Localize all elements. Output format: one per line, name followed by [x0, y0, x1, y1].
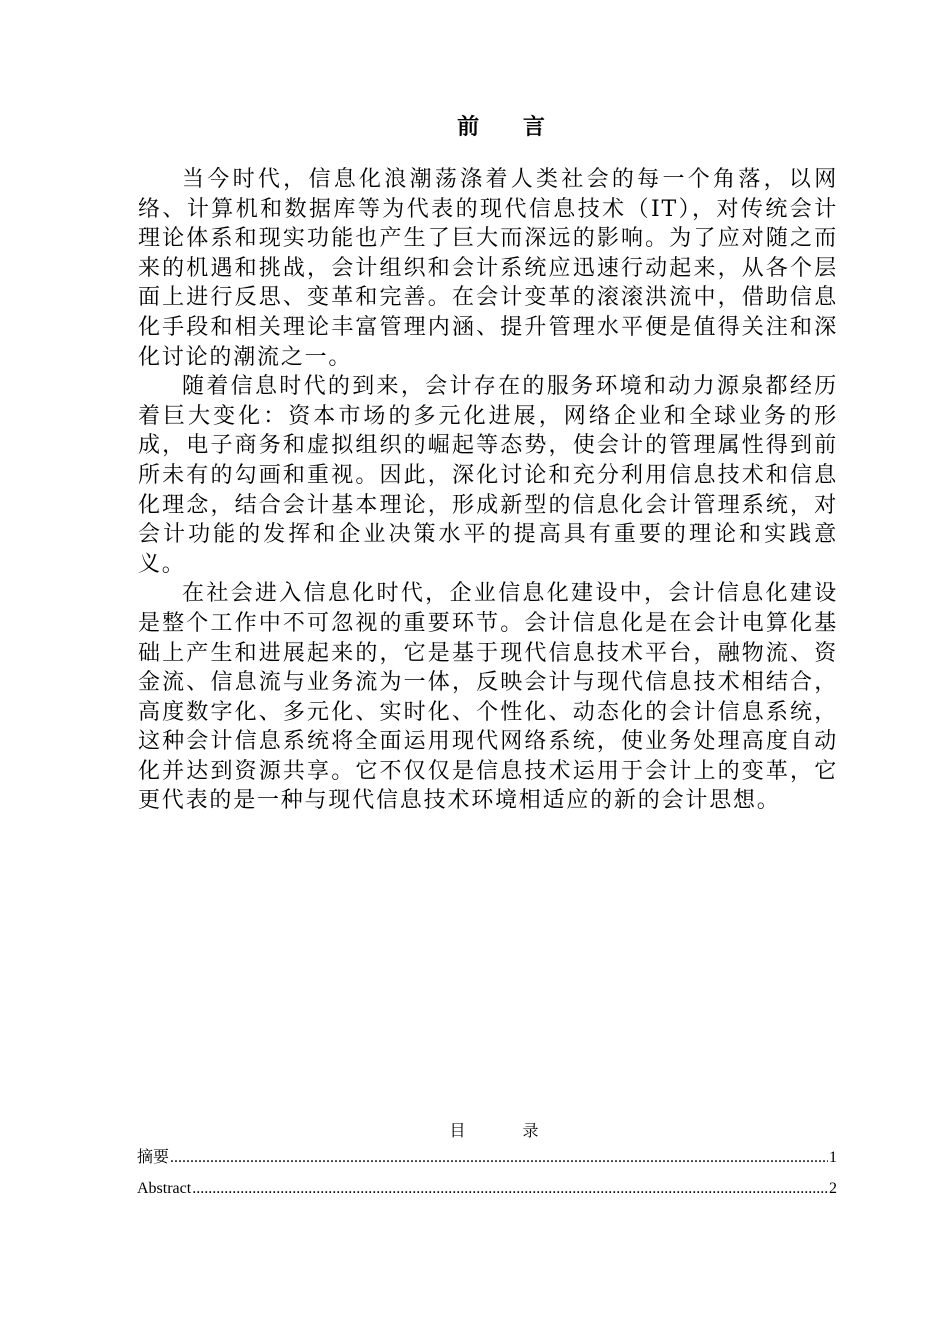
- toc-entry-label: Abstract: [137, 1180, 192, 1197]
- toc-leader-dots: [170, 1146, 828, 1170]
- preface-paragraph-2: 随着信息时代的到来，会计存在的服务环境和动力源泉都经历着巨大变化：资本市场的多元化进展，网络企业和全球业务的形成，电子商务和虚拟组织的崛起等态势，使会计的管理属性得到前所未有的勾画和重视。因此，深化讨论和充分利用信息技术和信息化理念，结合会计基本理论，形成新型的信息化会计管理系统，对会计功能的发挥和企业决策水平的提高具有重要的理论和实践意义。: [138, 374, 838, 577]
- toc-title: 目 录: [449, 1121, 565, 1140]
- preface-title: 前 言: [457, 115, 563, 140]
- table-of-contents: [137, 1146, 837, 1208]
- preface-body: [138, 165, 838, 816]
- preface-paragraph-3: 在社会进入信息化时代，企业信息化建设中，会计信息化建设是整个工作中不可忽视的重要环节。会计信息化是在会计电算化基础上产生和进展起来的，它是基于现代信息技术平台，融物流、资金流、信息流与业务流为一体，反映会计与现代信息技术相结合，高度数字化、多元化、实时化、个性化、动态化的会计信息系统，这种会计信息系统将全面运用现代网络系统，使业务处理高度自动化并达到资源共享。它不仅仅是信息技术运用于会计上的变革，它更代表的是一种与现代信息技术环境相适应的新的会计思想。: [138, 581, 838, 814]
- toc-entry-abstract-en[interactable]: [137, 1177, 837, 1208]
- toc-entry-label: 摘要: [137, 1149, 170, 1166]
- toc-entry-page: 1: [829, 1149, 837, 1166]
- preface-paragraph-1: 当今时代，信息化浪潮荡涤着人类社会的每一个角落，以网络、计算机和数据库等为代表的现代信息技术（IT），对传统会计理论体系和现实功能也产生了巨大而深远的影响。为了应对随之而来的机遇和挑战，会计组织和会计系统应迅速行动起来，从各个层面上进行反思、变革和完善。在会计变革的滚滚洪流中，借助信息化手段和相关理论丰富管理内涵、提升管理水平便是值得关注和深化讨论的潮流之一。: [138, 167, 838, 370]
- toc-entry-page: 2: [829, 1180, 837, 1197]
- toc-leader-dots: [192, 1177, 828, 1201]
- toc-entry-abstract-cn[interactable]: [137, 1146, 837, 1177]
